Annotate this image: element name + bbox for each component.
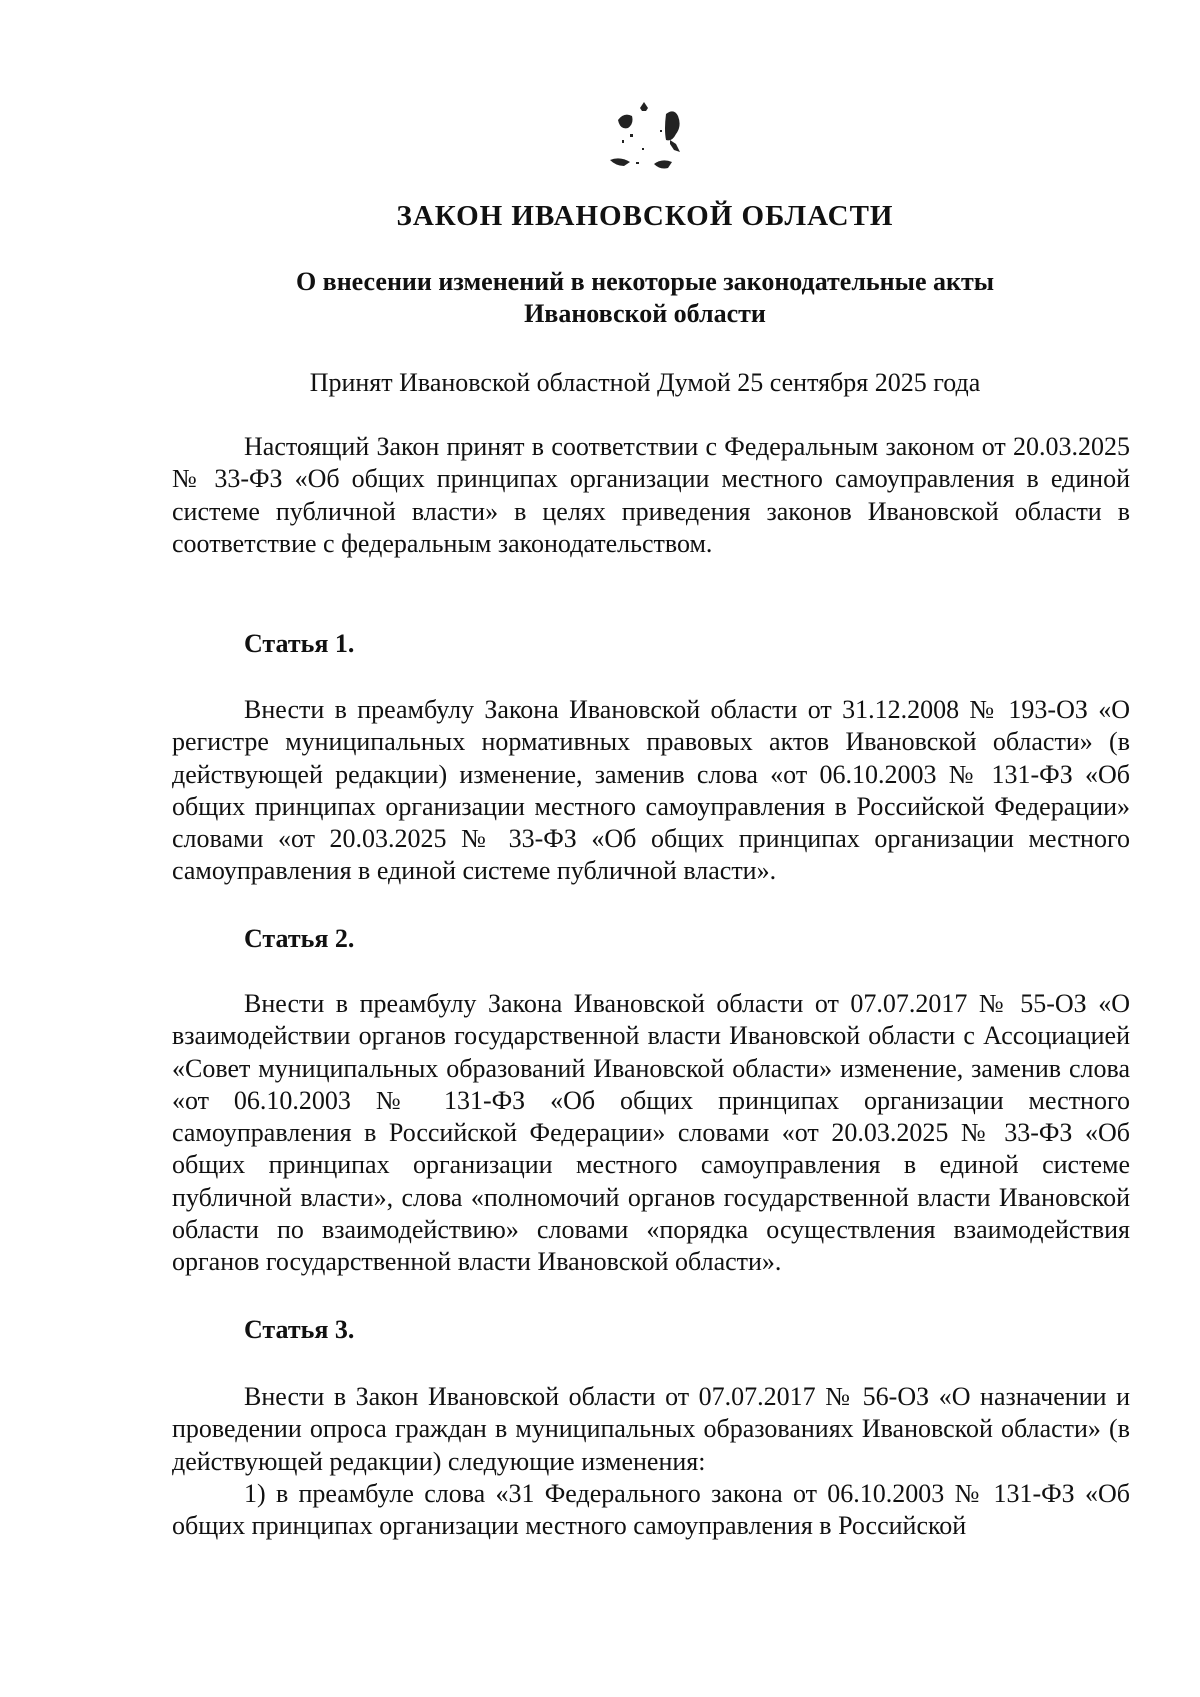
article-1-heading: Статья 1. <box>244 629 355 658</box>
coat-of-arms-icon <box>600 100 700 180</box>
article-1-text: Внести в преамбулу Закона Ивановской области от 31.12.2008 № 193-ОЗ «О регистре муниципальных нормативных правовых актов Ивановской области» (в действующей редакции) изменение, заменив слова «от 06.10.2003 № 131-ФЗ «Об общих принципах организации местного самоуправления в Российской Федерации» словами «от 20.03.2025 № 33-ФЗ «Об общих принципах организации местного самоуправления в единой системе публичной власти». <box>172 695 1130 886</box>
subtitle-line-1: О внесении изменений в некоторые законодательные акты <box>295 267 995 296</box>
article-3-text: Внести в Закон Ивановской области от 07.07.2017 № 56-ОЗ «О назначении и проведении опроса граждан в муниципальных образованиях Ивановской области» (в действующей редакции) следующие изменения: <box>172 1382 1130 1476</box>
subtitle-line-2: Ивановской области <box>524 299 766 328</box>
adoption-note: Принят Ивановской областной Думой 25 сентября 2025 года <box>309 368 981 397</box>
article-2-heading: Статья 2. <box>244 924 355 953</box>
preamble-paragraph: Настоящий Закон принят в соответствии с Федеральным законом от 20.03.2025 № 33-ФЗ «Об общих принципах организации местного самоуправления в единой системе публичной власти» в целях приведения законов Ивановской области в соответствие с федеральным законодательством. <box>172 432 1130 558</box>
document-subtitle <box>160 266 1130 330</box>
article-2-text: Внести в преамбулу Закона Ивановской области от 07.07.2017 № 55-ОЗ «О взаимодействии органов государственной власти Ивановской области с Ассоциацией «Совет муниципальных образований Ивановской области» изменение, заменив слова «от 06.10.2003 № 131-ФЗ «Об общих принципах организации местного самоуправления в Российской Федерации» словами «от 20.03.2025 № 33-ФЗ «Об общих принципах организации местного самоуправления в единой системе публичной власти», слова «полномочий органов государственной власти Ивановской области по взаимодействию» словами «порядка осуществления взаимодействия органов государственной власти Ивановской области». <box>172 989 1130 1277</box>
document-title: ЗАКОН ИВАНОВСКОЙ ОБЛАСТИ <box>396 200 894 232</box>
article-3-item-1: 1) в преамбуле слова «31 Федерального закона от 06.10.2003 № 131-ФЗ «Об общих принципах организации местного самоуправления в Российской <box>172 1479 1130 1541</box>
article-3-heading: Статья 3. <box>244 1315 355 1344</box>
